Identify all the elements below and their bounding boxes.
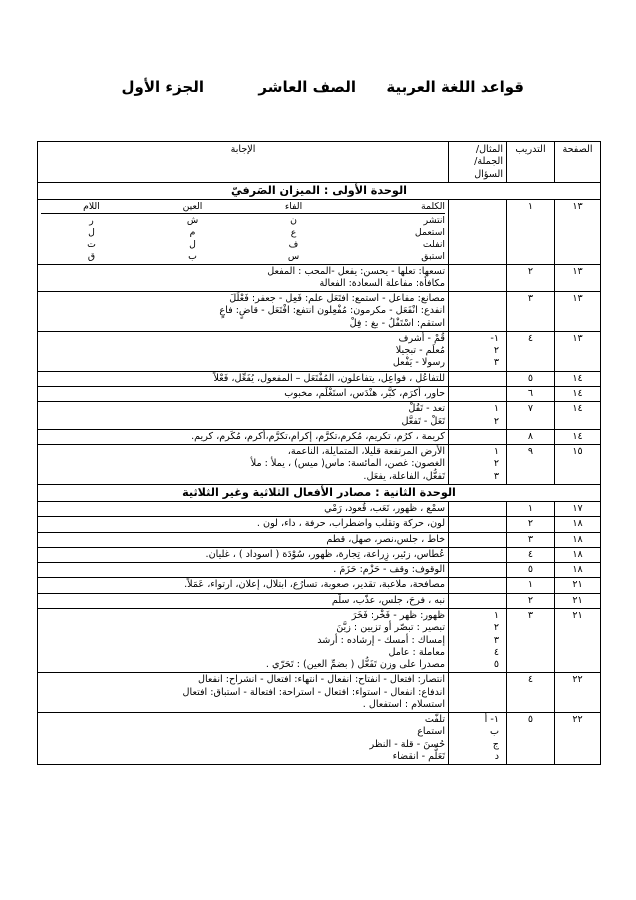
drill-cell: ٨ bbox=[507, 429, 555, 444]
example-number: ب bbox=[489, 726, 499, 738]
root-lam: ر bbox=[89, 215, 94, 227]
root-ain: ل bbox=[189, 238, 196, 250]
page-cell: ١٤ bbox=[555, 386, 601, 401]
answer-line: مصانع: مفاعل - استمع: افتَعَل علم: فَعِل - جعفر: فَعْلَلَ bbox=[229, 293, 445, 305]
example-number: ٢ bbox=[493, 415, 499, 427]
root-word: انتشر bbox=[423, 215, 445, 227]
answer-line: استسلام : استفعال . bbox=[362, 698, 445, 710]
table-row bbox=[38, 429, 601, 444]
answer-line: عُطاس، زئير، زِراعة، تِجارة، ظهور، سُوْدَة ( اسوداد ) ، غليان. bbox=[205, 548, 445, 560]
drill-cell: ٥ bbox=[507, 713, 555, 765]
root-ain: م bbox=[189, 226, 196, 238]
answer-line: استماع bbox=[417, 726, 445, 738]
root-fa: ن bbox=[290, 215, 297, 227]
page-cell: ١٨ bbox=[555, 532, 601, 547]
answer-line: استقم: اسْتَفْلُ - بغ : فِلْ bbox=[349, 317, 445, 329]
table-row bbox=[38, 331, 601, 371]
answer-cell bbox=[38, 673, 449, 713]
example-number: ١- bbox=[490, 332, 499, 344]
answer-line: تعد - تَقُلْ bbox=[408, 403, 445, 415]
answer-line: تلفّت bbox=[424, 714, 445, 726]
drill-cell: ١ bbox=[507, 502, 555, 517]
drill-cell: ٩ bbox=[507, 445, 555, 485]
answer-cell bbox=[38, 547, 449, 562]
root-ain: ش bbox=[186, 215, 199, 227]
drill-cell: ٤ bbox=[507, 547, 555, 562]
table-row bbox=[38, 402, 601, 430]
example-cell bbox=[449, 547, 507, 562]
part-label: الجزء الأول bbox=[121, 78, 204, 96]
example-cell bbox=[449, 264, 507, 292]
table-row bbox=[38, 593, 601, 608]
drill-cell: ٣ bbox=[507, 292, 555, 332]
answer-line: اندفاع: انفعال - استواء: افتعال - استراحة: افتعالة - استباق: افتعال bbox=[182, 686, 445, 698]
page-cell: ١٣ bbox=[555, 200, 601, 264]
table-row bbox=[38, 292, 601, 332]
root-lam: ق bbox=[87, 250, 96, 262]
document-title: قواعد اللغة العربية bbox=[386, 78, 524, 96]
drill-cell: ١ bbox=[507, 578, 555, 593]
answer-cell bbox=[38, 429, 449, 444]
page-cell: ١٨ bbox=[555, 517, 601, 532]
table-row bbox=[38, 547, 601, 562]
grade-label: الصف العاشر bbox=[258, 78, 356, 96]
unit-row-1 bbox=[38, 182, 601, 199]
page-cell: ١٣ bbox=[555, 331, 601, 371]
example-cell bbox=[449, 292, 507, 332]
table-row bbox=[38, 371, 601, 386]
answer-line: الأرض المرتفعة قليلا، المتمايلة، الناعمة، bbox=[287, 446, 445, 458]
answers-table bbox=[37, 141, 601, 765]
root-col-ain: العين bbox=[182, 201, 203, 213]
table-header-row bbox=[38, 142, 601, 183]
answer-line: لون، حركة وتقلب واضطراب، حرفة ، داء، لون . bbox=[256, 518, 445, 530]
example-cell bbox=[449, 593, 507, 608]
answer-line: مكافأة: مفاعلة السعادة: الفعالة bbox=[319, 277, 445, 289]
root-fa: ع bbox=[290, 226, 297, 238]
root-col-fa: الفاء bbox=[284, 201, 303, 213]
page-cell: ١٤ bbox=[555, 371, 601, 386]
drill-cell: ٧ bbox=[507, 402, 555, 430]
page-cell: ١٣ bbox=[555, 292, 601, 332]
example-cell bbox=[449, 609, 507, 673]
root-ain: ب bbox=[188, 250, 197, 262]
table-row bbox=[38, 517, 601, 532]
table-row bbox=[38, 673, 601, 713]
drill-cell: ٣ bbox=[507, 609, 555, 673]
page-cell: ٢٢ bbox=[555, 713, 601, 765]
answer-line: تَفعُّل، الفاعلة، يفعَل. bbox=[363, 470, 445, 482]
table-row bbox=[38, 532, 601, 547]
drill-cell: ٦ bbox=[507, 386, 555, 401]
example-number: ٥ bbox=[493, 659, 499, 671]
page-cell: ٢١ bbox=[555, 578, 601, 593]
example-cell bbox=[449, 200, 507, 264]
table-row bbox=[38, 386, 601, 401]
example-number: ١ bbox=[493, 446, 499, 458]
table-row bbox=[38, 200, 601, 264]
answer-line: رسولا - يَفْعل bbox=[392, 357, 445, 369]
page-cell: ١٥ bbox=[555, 445, 601, 485]
unit-row-2 bbox=[38, 484, 601, 501]
answer-line: تبصير : تبصّر أو تزيين : زيَّنَ bbox=[336, 622, 445, 634]
answer-cell bbox=[38, 331, 449, 371]
answer-line: نبه ، فرحَ، جلس، عذّب، سلّم bbox=[331, 594, 445, 606]
page-cell: ٢٢ bbox=[555, 673, 601, 713]
example-cell bbox=[449, 563, 507, 578]
answer-cell bbox=[38, 264, 449, 292]
example-cell bbox=[449, 578, 507, 593]
answer-line: مصافحة، ملاعبة، تقدير، صعوبة، تسارُع، ابتلال، إعلان، ارتواء، عَمَلاً. bbox=[184, 579, 445, 591]
root-row bbox=[41, 227, 445, 239]
answer-line: الغصون: غصن، المائسة: ماس( ميس) ، يملأ : ملأ bbox=[250, 458, 445, 470]
answer-cell bbox=[38, 445, 449, 485]
unit-title-2: الوحدة الثانية : مصادر الأفعال الثلاثية وغير الثلاثية bbox=[38, 484, 601, 501]
drill-cell: ٤ bbox=[507, 673, 555, 713]
root-fa: ف bbox=[288, 238, 299, 250]
table-row bbox=[38, 264, 601, 292]
example-cell bbox=[449, 371, 507, 386]
answer-line: مُعلَم - تبجيلا bbox=[395, 345, 445, 357]
example-cell bbox=[449, 532, 507, 547]
answer-cell bbox=[38, 713, 449, 765]
example-number: ج bbox=[492, 738, 499, 750]
col-header-drill: التدريب bbox=[507, 142, 555, 183]
answer-line: حُسنَ - قلة - النظر bbox=[369, 738, 445, 750]
col-header-page: الصفحة bbox=[555, 142, 601, 183]
example-number: ١ bbox=[493, 610, 499, 622]
example-number: ٢ bbox=[493, 345, 499, 357]
col-header-example: المثال/ الجملة/ السؤال bbox=[449, 142, 507, 183]
answer-line: تَعَلُّم - انقضاء bbox=[392, 750, 445, 762]
example-number: ١ bbox=[493, 403, 499, 415]
answer-cell bbox=[38, 532, 449, 547]
example-cell bbox=[449, 331, 507, 371]
root-col-lam: اللام bbox=[83, 201, 100, 213]
drill-cell: ٢ bbox=[507, 517, 555, 532]
table-row bbox=[38, 445, 601, 485]
root-row bbox=[41, 215, 445, 227]
unit-title-1: الوحدة الأولى : الميزان الصَرفيّ bbox=[38, 182, 601, 199]
example-number: ١- أ bbox=[484, 714, 499, 726]
root-word: استعمل bbox=[414, 226, 445, 238]
root-row bbox=[41, 239, 445, 251]
drill-cell: ٥ bbox=[507, 371, 555, 386]
root-table-header bbox=[41, 201, 445, 214]
example-cell bbox=[449, 502, 507, 517]
answer-line: إمساك : أمسك - إرشاده : أرشد bbox=[317, 634, 445, 646]
root-word: استبق bbox=[421, 250, 445, 262]
root-lam: ل bbox=[88, 226, 95, 238]
answer-cell bbox=[38, 371, 449, 386]
answer-line: قُمْ - أشرف bbox=[398, 332, 445, 344]
answer-cell bbox=[38, 200, 449, 264]
example-number: ٣ bbox=[493, 470, 499, 482]
example-number: د bbox=[494, 750, 499, 762]
answer-line: تَعَلْ - تَفعَّل bbox=[401, 415, 445, 427]
document-header bbox=[90, 78, 524, 102]
answer-line: معاملة : عامل bbox=[388, 646, 445, 658]
root-word: انفلت bbox=[422, 238, 445, 250]
page-cell: ١٣ bbox=[555, 264, 601, 292]
answer-line: ظهور: ظهر - فَخْر: فَخَرَ bbox=[351, 610, 445, 622]
example-cell bbox=[449, 673, 507, 713]
answer-cell bbox=[38, 578, 449, 593]
page-cell: ١٨ bbox=[555, 563, 601, 578]
table-row bbox=[38, 502, 601, 517]
page-cell: ٢١ bbox=[555, 609, 601, 673]
page-cell: ١٨ bbox=[555, 547, 601, 562]
answer-cell bbox=[38, 593, 449, 608]
example-cell bbox=[449, 445, 507, 485]
answer-line: خاط ، جلس،نصر، صهل، قطم bbox=[326, 533, 445, 545]
answer-line: الوقوف: وقف - حَزْم: حَزَمَ . bbox=[333, 564, 445, 576]
answer-cell bbox=[38, 517, 449, 532]
answer-cell bbox=[38, 609, 449, 673]
answer-cell bbox=[38, 563, 449, 578]
root-col-word: الكلمة bbox=[421, 201, 445, 213]
answer-cell bbox=[38, 402, 449, 430]
answer-cell bbox=[38, 292, 449, 332]
example-number: ٢ bbox=[493, 458, 499, 470]
example-cell bbox=[449, 386, 507, 401]
page-cell: ١٧ bbox=[555, 502, 601, 517]
drill-cell: ١ bbox=[507, 200, 555, 264]
table-row bbox=[38, 609, 601, 673]
page-cell: ١٤ bbox=[555, 429, 601, 444]
answer-line: انتصار: افتعال - انفتاح: انفعال - انتهاء: افتعال - انشراح: انفعال bbox=[197, 674, 445, 686]
example-cell bbox=[449, 429, 507, 444]
answer-line: تسعها: تعلها - يحسن: يفعل -المحب : المفعل bbox=[267, 265, 445, 277]
example-number: ٣ bbox=[493, 357, 499, 369]
table-row bbox=[38, 713, 601, 765]
example-number: ٣ bbox=[493, 634, 499, 646]
example-number: ٢ bbox=[493, 622, 499, 634]
page-cell: ٢١ bbox=[555, 593, 601, 608]
example-number: ٤ bbox=[493, 646, 499, 658]
drill-cell: ٤ bbox=[507, 331, 555, 371]
example-cell bbox=[449, 517, 507, 532]
root-row bbox=[41, 251, 445, 263]
table-row bbox=[38, 563, 601, 578]
answer-cell bbox=[38, 386, 449, 401]
answer-line: مصدرا على وزن تَفَعُّل ( بضمِّ العين) : تَحَرّي . bbox=[265, 659, 445, 671]
drill-cell: ٢ bbox=[507, 593, 555, 608]
example-cell bbox=[449, 713, 507, 765]
table-row bbox=[38, 578, 601, 593]
answer-cell bbox=[38, 502, 449, 517]
drill-cell: ٥ bbox=[507, 563, 555, 578]
root-lam: ت bbox=[87, 238, 96, 250]
answer-line: انفدع: انْفَعَل - مكرمون: مُفْعِلون انتفع: افْتَعَل - قاضٍ: فاعٍ bbox=[219, 305, 445, 317]
answer-line: سمْع ، ظهور، تَعَب، قُعود، رَمْي bbox=[324, 503, 445, 515]
root-fa: س bbox=[287, 250, 300, 262]
col-header-answer: الإجابة bbox=[38, 142, 449, 183]
example-cell bbox=[449, 402, 507, 430]
answer-line: كريمة ، كرُم، تكريم، مُكرم،تكرَّم، إكرام،تكرَّم،أكرم، مُكَرم، كريم. bbox=[191, 430, 445, 442]
drill-cell: ٣ bbox=[507, 532, 555, 547]
answer-line: حاور، أكرَم، كبَّر، هنْدَس، استَغْلَم، مخبوب bbox=[284, 387, 445, 399]
answer-line: للتفاعُل ، فواعِل، يتفاعلون، المُفْتَعَل – المفعول، يُفَعِّل، فَعْلاً bbox=[213, 372, 445, 384]
page-cell: ١٤ bbox=[555, 402, 601, 430]
drill-cell: ٢ bbox=[507, 264, 555, 292]
